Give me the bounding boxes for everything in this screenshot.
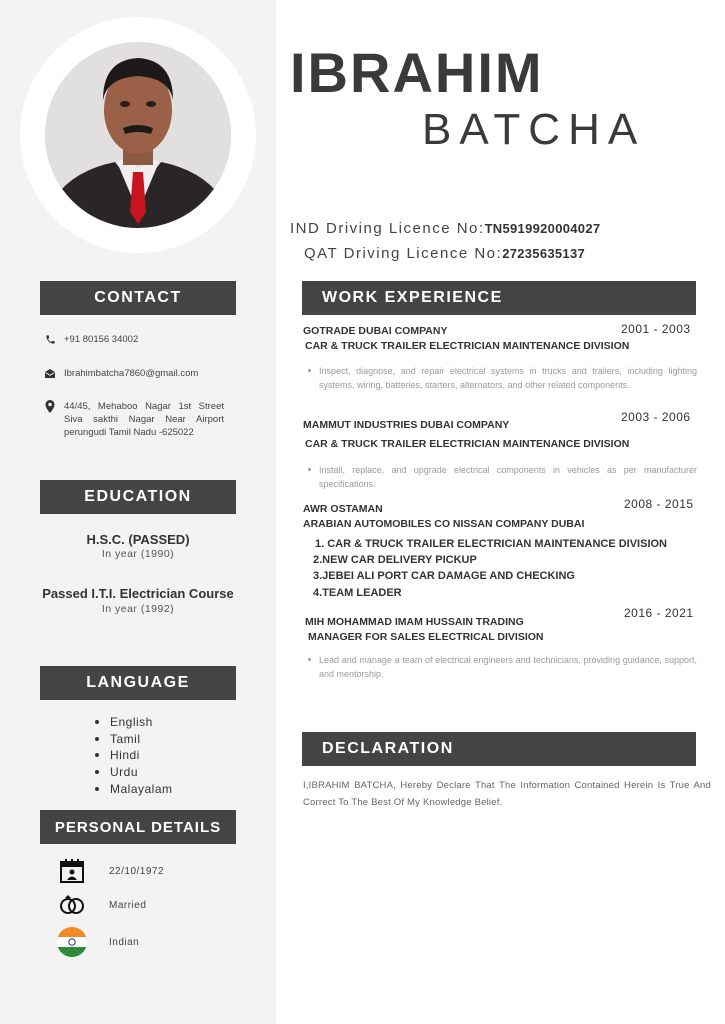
job-3-list-item-1: 1. CAR & TRUCK TRAILER ELECTRICIAN MAINTENANCE DIVISION bbox=[315, 538, 668, 550]
phone-number: +91 80156 34002 bbox=[64, 334, 139, 345]
nationality-row bbox=[57, 927, 139, 957]
job-3-list-item-4: 4.TEAM LEADER bbox=[313, 587, 402, 599]
dob-value: 22/10/1972 bbox=[109, 865, 165, 877]
job-2-description: Install, replace, and upgrade electrical components in vehicles as per manufacturer specifications. bbox=[305, 463, 697, 491]
qat-licence bbox=[304, 245, 585, 262]
education-heading: EDUCATION bbox=[40, 480, 236, 514]
education-title-1: H.S.C. (PASSED) bbox=[86, 532, 190, 547]
contact-email bbox=[44, 368, 234, 379]
licence-number: 27235635137 bbox=[502, 246, 586, 261]
work-experience-heading: WORK EXPERIENCE bbox=[302, 281, 696, 315]
licence-label: IND Driving Licence No: bbox=[290, 220, 485, 237]
india-flag-icon bbox=[57, 927, 87, 957]
contact-heading: CONTACT bbox=[40, 281, 236, 315]
ind-licence bbox=[290, 220, 600, 237]
job-4-years: 2016 - 2021 bbox=[624, 606, 694, 620]
sidebar bbox=[0, 0, 276, 1024]
calendar-icon bbox=[57, 856, 87, 886]
job-2-role: CAR & TRUCK TRAILER ELECTRICIAN MAINTENANCE DIVISION bbox=[305, 438, 630, 450]
first-name: IBRAHIM bbox=[290, 41, 544, 104]
personal-details-heading: PERSONAL DETAILS bbox=[40, 810, 236, 844]
job-3-list-item-3: 3.JEBEI ALI PORT CAR DAMAGE AND CHECKING bbox=[313, 570, 575, 582]
address-text: 44/45, Mehaboo Nagar 1st Street Siva sakthi Nagar Near Airport perungudi Tamil Nadu -625022 bbox=[64, 401, 224, 438]
list-item: Hindi bbox=[95, 747, 173, 764]
declaration-heading: DECLARATION bbox=[302, 732, 696, 766]
list-item: Malayalam bbox=[95, 780, 173, 797]
list-item: Urdu bbox=[95, 764, 173, 781]
marital-value: Married bbox=[109, 899, 147, 911]
contact-address bbox=[44, 400, 234, 439]
job-3-years: 2008 - 2015 bbox=[624, 497, 694, 511]
education-year-1: In year (1990) bbox=[101, 548, 175, 560]
job-3-role: ARABIAN AUTOMOBILES CO NISSAN COMPANY DUBAI bbox=[303, 518, 585, 530]
phone-icon bbox=[44, 334, 56, 345]
declaration-text: I,IBRAHIM BATCHA, Hereby Declare That The Information Contained Herein Is True And Correct To The Best Of My Knowledge Belief. bbox=[303, 780, 711, 808]
nationality-value: Indian bbox=[109, 936, 140, 948]
list-item: English bbox=[95, 714, 173, 731]
contact-phone bbox=[44, 334, 234, 345]
job-1-role: CAR & TRUCK TRAILER ELECTRICIAN MAINTENANCE DIVISION bbox=[305, 340, 630, 352]
licence-number: TN5919920004027 bbox=[484, 221, 601, 236]
education-year-2: In year (1992) bbox=[101, 603, 175, 615]
language-list bbox=[95, 714, 173, 797]
job-1-company: GOTRADE DUBAI COMPANY bbox=[303, 325, 448, 337]
marital-row bbox=[57, 890, 146, 920]
job-2-company: MAMMUT INDUSTRIES DUBAI COMPANY bbox=[303, 419, 510, 431]
education-title-2: Passed I.T.I. Electrician Course bbox=[42, 586, 234, 601]
job-2-years: 2003 - 2006 bbox=[621, 410, 691, 424]
job-3-list-item-2: 2.NEW CAR DELIVERY PICKUP bbox=[313, 554, 477, 566]
job-4-company: MIH MOHAMMAD IMAM HUSSAIN TRADING bbox=[305, 616, 524, 628]
rings-icon bbox=[57, 890, 87, 920]
language-heading: LANGUAGE bbox=[40, 666, 236, 700]
email-address: Ibrahimbatcha7860@gmail.com bbox=[64, 368, 199, 379]
location-pin-icon bbox=[44, 400, 56, 413]
licence-label: QAT Driving Licence No: bbox=[304, 245, 503, 262]
envelope-icon bbox=[44, 368, 56, 379]
job-1-years: 2001 - 2003 bbox=[621, 322, 691, 336]
job-3-company: AWR OSTAMAN bbox=[303, 503, 383, 515]
job-4-role: MANAGER FOR SALES ELECTRICAL DIVISION bbox=[308, 631, 544, 643]
job-1-description: Inspect, diagnose, and repair electrical systems in trucks and trailers, including lighting systems, wiring, batteries, starters, alternators, and other related components. bbox=[305, 364, 697, 392]
list-item: Tamil bbox=[95, 731, 173, 748]
last-name: BATCHA bbox=[422, 105, 646, 154]
dob-row bbox=[57, 856, 164, 886]
job-4-description: Lead and manage a team of electrical engineers and technicians, providing guidance, support, and mentorship. bbox=[305, 653, 697, 681]
profile-photo bbox=[45, 42, 231, 228]
